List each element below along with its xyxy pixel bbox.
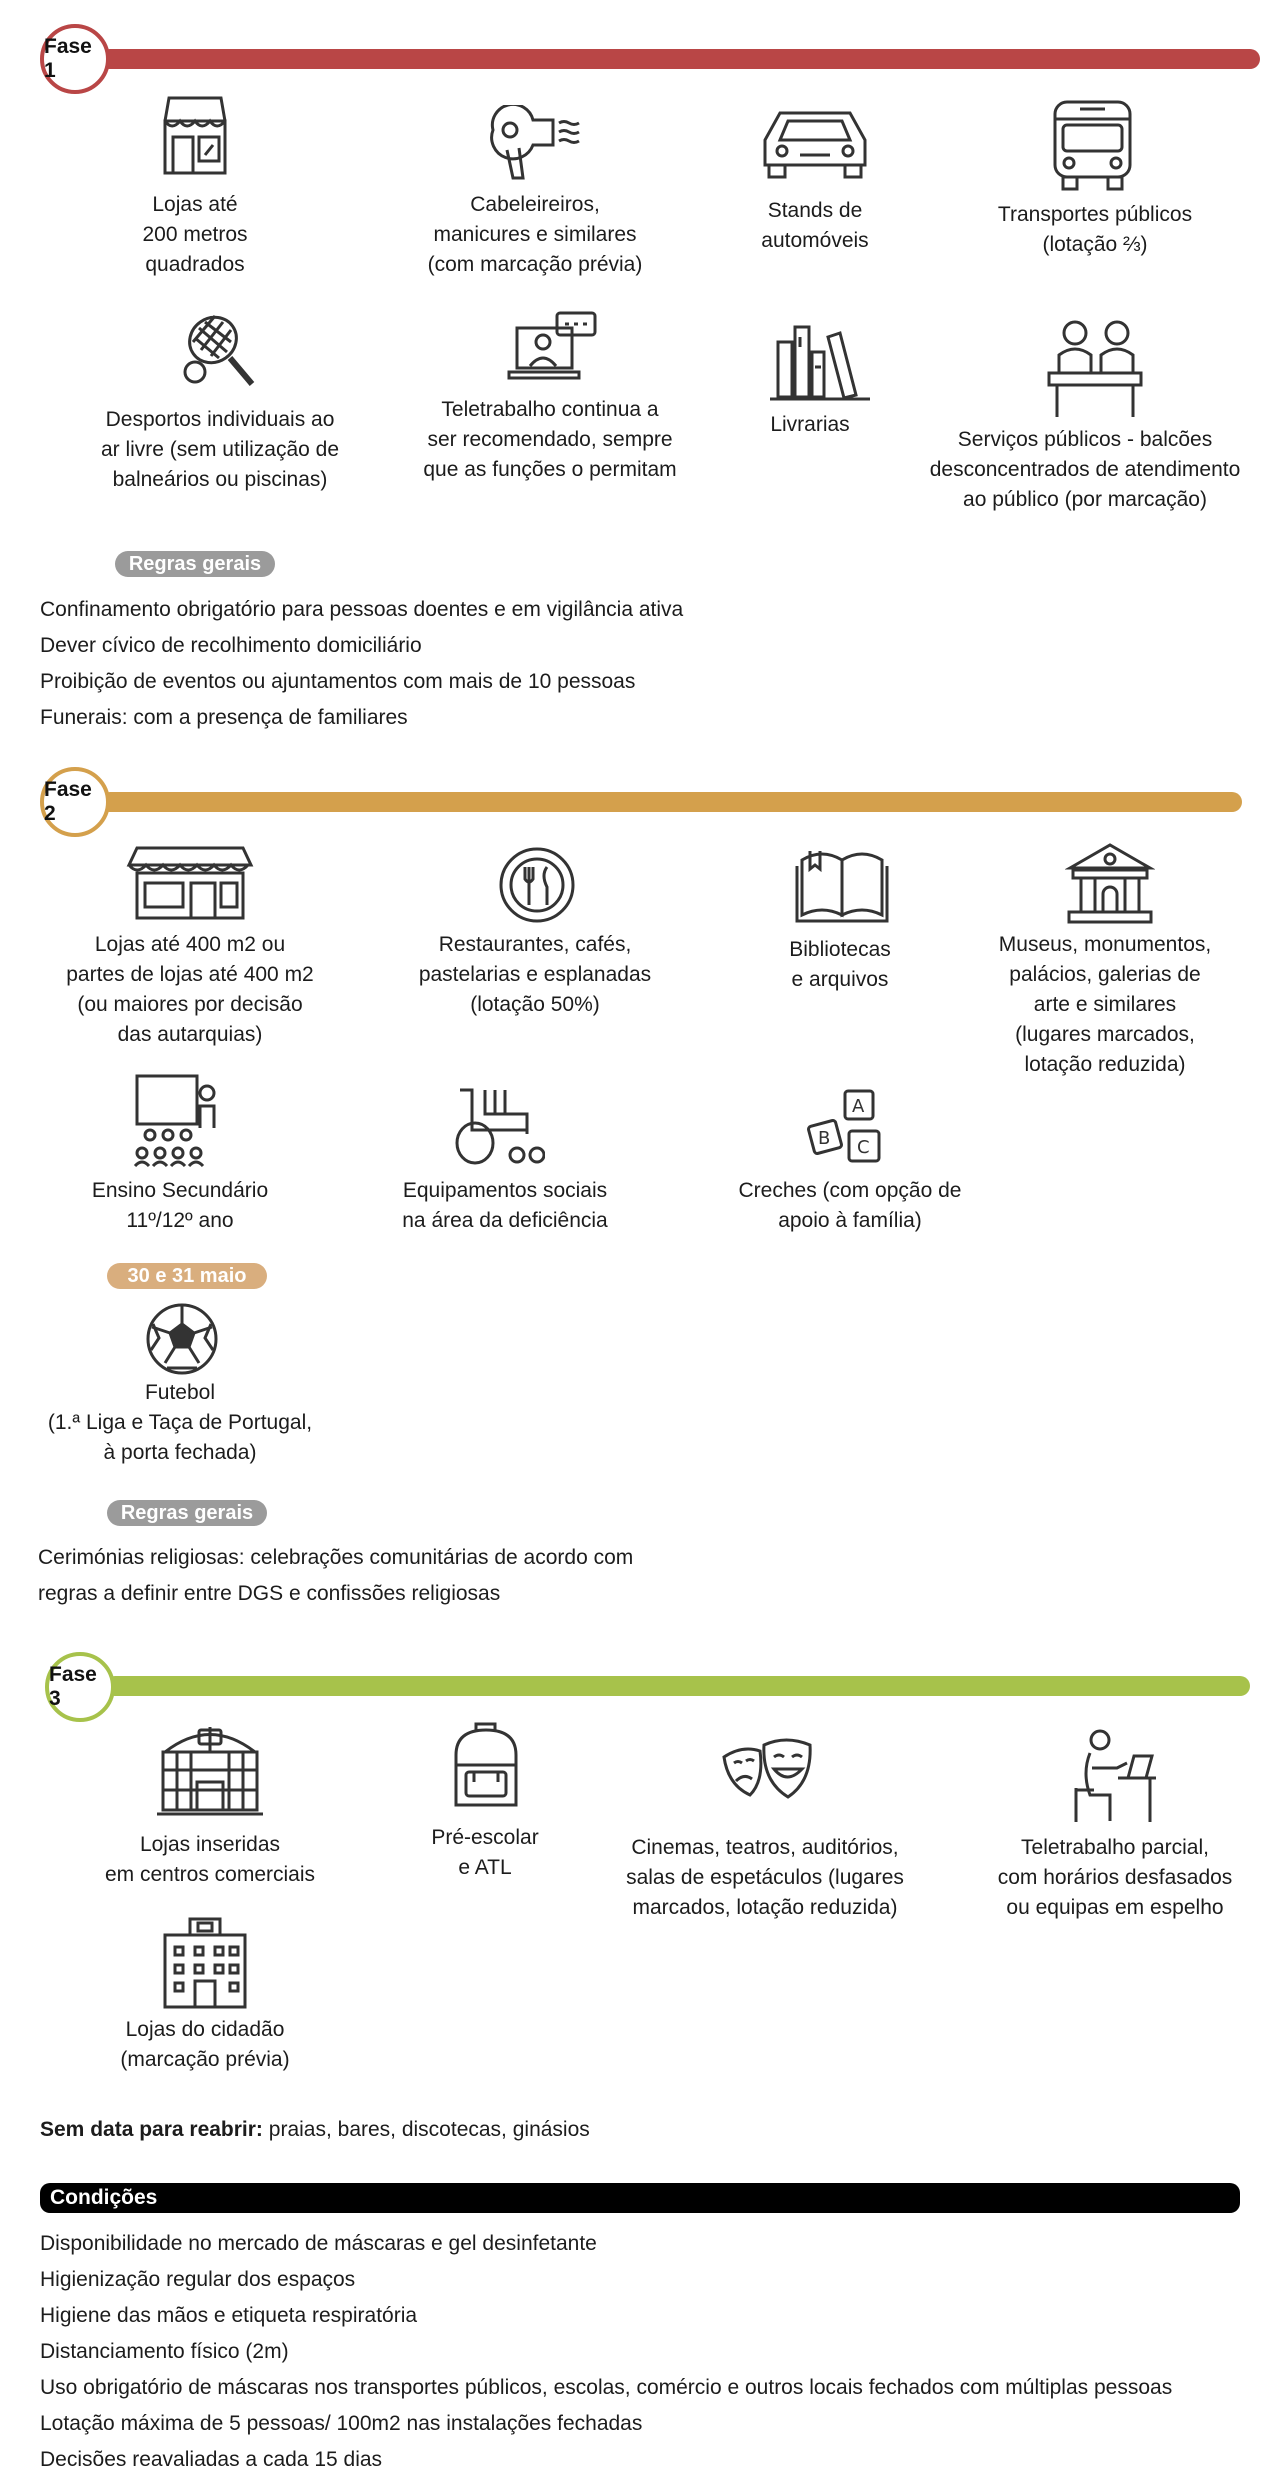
service-counter-icon — [1045, 318, 1145, 418]
item-line: balneários ou piscinas) — [112, 468, 328, 491]
phase2-badge — [40, 767, 110, 837]
svg-text:B: B — [818, 1128, 831, 1149]
item-line: à porta fechada) — [103, 1441, 257, 1464]
phase2-item-secondary-school — [70, 1176, 290, 1236]
item-line: (lotação 50%) — [470, 993, 600, 1016]
item-line: Lojas do cidadão — [125, 2018, 285, 2041]
tennis-racket-icon — [175, 310, 265, 395]
item-line: (lotação ⅔) — [1042, 233, 1148, 256]
rule-line: Confinamento obrigatório para pessoas doentes e em vigilância ativa — [40, 598, 684, 621]
theater-masks-icon — [720, 1735, 820, 1815]
item-line: que as funções o permitam — [423, 458, 677, 481]
item-line: Equipamentos sociais — [402, 1179, 608, 1202]
item-line: e ATL — [458, 1856, 512, 1879]
phase3-label: Fase 3 — [49, 1663, 97, 1710]
desk-worker-icon — [1070, 1728, 1160, 1823]
item-line: ou equipas em espelho — [1006, 1896, 1224, 1919]
phase3-timeline-bar — [105, 1676, 1250, 1696]
phase1-item-shops — [95, 190, 295, 280]
item-line: Desportos individuais ao — [105, 408, 335, 431]
phase2-item-social-equipment — [385, 1176, 625, 1236]
item-line: automóveis — [761, 229, 869, 252]
condition-line: Decisões reavaliadas a cada 15 dias — [40, 2448, 383, 2471]
phase3-item-partial-telework — [975, 1833, 1255, 1923]
phase3-badge — [45, 1652, 115, 1722]
item-line: Futebol — [144, 1381, 216, 1404]
item-line: (marcação prévia) — [120, 2048, 290, 2071]
item-line: partes de lojas até 400 m2 — [66, 963, 314, 986]
phase1-item-individual-sports — [75, 405, 365, 495]
rule-line: regras a definir entre DGS e confissões religiosas — [38, 1582, 501, 1605]
item-line: salas de espetáculos (lugares — [626, 1866, 904, 1889]
condition-line: Disponibilidade no mercado de máscaras e gel desinfetante — [40, 2232, 597, 2255]
item-line: quadrados — [145, 253, 245, 276]
item-line: Cabeleireiros, — [470, 193, 600, 216]
plate-cutlery-icon — [497, 845, 577, 925]
phase1-item-transport — [960, 200, 1230, 260]
phase2-item-libraries — [740, 935, 940, 995]
phase1-rules-pill: Regras gerais — [115, 551, 275, 577]
item-line: arte e similares — [1033, 993, 1177, 1016]
item-line: 11º/12º ano — [126, 1209, 234, 1232]
item-line: pastelarias e esplanadas — [418, 963, 652, 986]
phase2-date-pill: 30 e 31 maio — [107, 1263, 267, 1289]
rule-line: Dever cívico de recolhimento domiciliário — [40, 634, 422, 657]
backpack-icon — [448, 1720, 523, 1810]
rule-line: Cerimónias religiosas: celebrações comunitárias de acordo com — [38, 1546, 634, 1569]
item-line: 200 metros — [142, 223, 248, 246]
item-line: Teletrabalho parcial, — [1021, 1836, 1209, 1859]
item-line: ser recomendado, sempre — [427, 428, 673, 451]
classroom-icon — [132, 1073, 222, 1168]
item-line: desconcentrados de atendimento — [929, 458, 1241, 481]
rule-line: Proibição de eventos ou ajuntamentos com mais de 10 pessoas — [40, 670, 636, 693]
item-line: Pré-escolar — [431, 1826, 539, 1849]
item-line: (lugares marcados, — [1015, 1023, 1195, 1046]
books-icon — [770, 322, 870, 402]
item-line: Cinemas, teatros, auditórios, — [631, 1836, 899, 1859]
item-line: em centros comerciais — [104, 1863, 316, 1886]
phase2-item-shops — [50, 930, 330, 1050]
svg-text:C: C — [857, 1137, 870, 1158]
phase2-rules-pill: Regras gerais — [107, 1500, 267, 1526]
phase2-item-restaurants — [400, 930, 670, 1020]
condition-line: Distanciamento físico (2m) — [40, 2340, 289, 2363]
item-line: Lojas até 400 m2 ou — [94, 933, 286, 956]
rule-line: Funerais: com a presença de familiares — [40, 706, 408, 729]
phase1-item-car-stands — [715, 196, 915, 256]
phase1-item-bookshops — [730, 410, 890, 440]
item-line: manicures e similares — [433, 223, 637, 246]
office-building-icon — [160, 1915, 250, 2010]
museum-icon — [1065, 840, 1155, 925]
item-line: Museus, monumentos, — [998, 933, 1212, 956]
item-line: ao público (por marcação) — [963, 488, 1207, 511]
abc-blocks-icon — [805, 1088, 895, 1173]
item-line: Restaurantes, cafés, — [438, 933, 632, 956]
phase2-item-museums — [970, 930, 1240, 1080]
item-line: (1.ª Liga e Taça de Portugal, — [47, 1411, 313, 1434]
item-line: Ensino Secundário — [91, 1179, 269, 1202]
condition-line: Higienização regular dos espaços — [40, 2268, 356, 2291]
item-line: Serviços públicos - balcões — [957, 428, 1213, 451]
phase2-timeline-bar — [100, 792, 1242, 812]
phase1-label: Fase 1 — [44, 35, 92, 82]
car-icon — [755, 105, 875, 180]
item-line: lotação reduzida) — [1024, 1053, 1186, 1076]
item-line: Lojas inseridas — [139, 1833, 281, 1856]
phase3-item-citizen-shops — [90, 2015, 320, 2075]
no-reopening-date — [40, 2112, 590, 2148]
condition-line: Lotação máxima de 5 pessoas/ 100m2 nas instalações fechadas — [40, 2412, 643, 2435]
condition-line: Uso obrigatório de máscaras nos transportes públicos, escolas, comércio e outros locais fechados com múltiplas pessoas — [40, 2376, 1173, 2399]
item-line: Teletrabalho continua a — [441, 398, 659, 421]
shop-awning-icon — [155, 93, 235, 178]
wheelchair-icon — [455, 1085, 545, 1165]
item-line: na área da deficiência — [402, 1209, 608, 1232]
item-line: das autarquias) — [117, 1023, 263, 1046]
item-line: (ou maiores por decisão — [77, 993, 303, 1016]
phase3-item-preschool — [410, 1823, 560, 1883]
phase2-football — [40, 1378, 320, 1468]
item-line: ar livre (sem utilização de — [100, 438, 340, 461]
item-line: palácios, galerias de — [1009, 963, 1201, 986]
item-line: e arquivos — [791, 968, 889, 991]
condition-line: Higiene das mãos e etiqueta respiratória — [40, 2304, 418, 2327]
item-line: Bibliotecas — [789, 938, 891, 961]
item-line: Transportes públicos — [997, 203, 1193, 226]
phase1-badge — [40, 24, 110, 94]
item-line: Creches (com opção de — [738, 1179, 962, 1202]
phase3-item-mall-shops — [90, 1830, 330, 1890]
item-line: marcados, lotação reduzida) — [632, 1896, 898, 1919]
conditions-header: Condições — [40, 2183, 1240, 2213]
open-book-icon — [795, 848, 890, 923]
phase3-item-cinemas — [615, 1833, 915, 1923]
phase1-item-telework — [400, 395, 700, 485]
telework-laptop-icon — [505, 310, 600, 385]
phase1-item-public-services — [915, 425, 1255, 515]
bus-icon — [1045, 97, 1140, 192]
svg-text:A: A — [852, 1096, 865, 1117]
item-line: Livrarias — [770, 413, 850, 436]
shopping-center-icon — [155, 1722, 265, 1817]
item-line: Stands de — [767, 199, 863, 222]
hair-dryer-icon — [485, 105, 585, 180]
item-line: com horários desfasados — [997, 1866, 1233, 1889]
football-icon — [145, 1302, 220, 1377]
phase2-item-creches — [725, 1176, 975, 1236]
item-line: Lojas até — [152, 193, 238, 216]
storefront-icon — [125, 845, 255, 920]
phase1-item-hairdressers — [400, 190, 670, 280]
item-line: (com marcação prévia) — [427, 253, 643, 276]
no-date-label: Sem data para reabrir: — [40, 2118, 263, 2141]
phase1-timeline-bar — [100, 49, 1260, 69]
item-line: apoio à família) — [778, 1209, 922, 1232]
no-date-list: praias, bares, discotecas, ginásios — [262, 2118, 590, 2141]
phase2-label: Fase 2 — [44, 778, 92, 825]
